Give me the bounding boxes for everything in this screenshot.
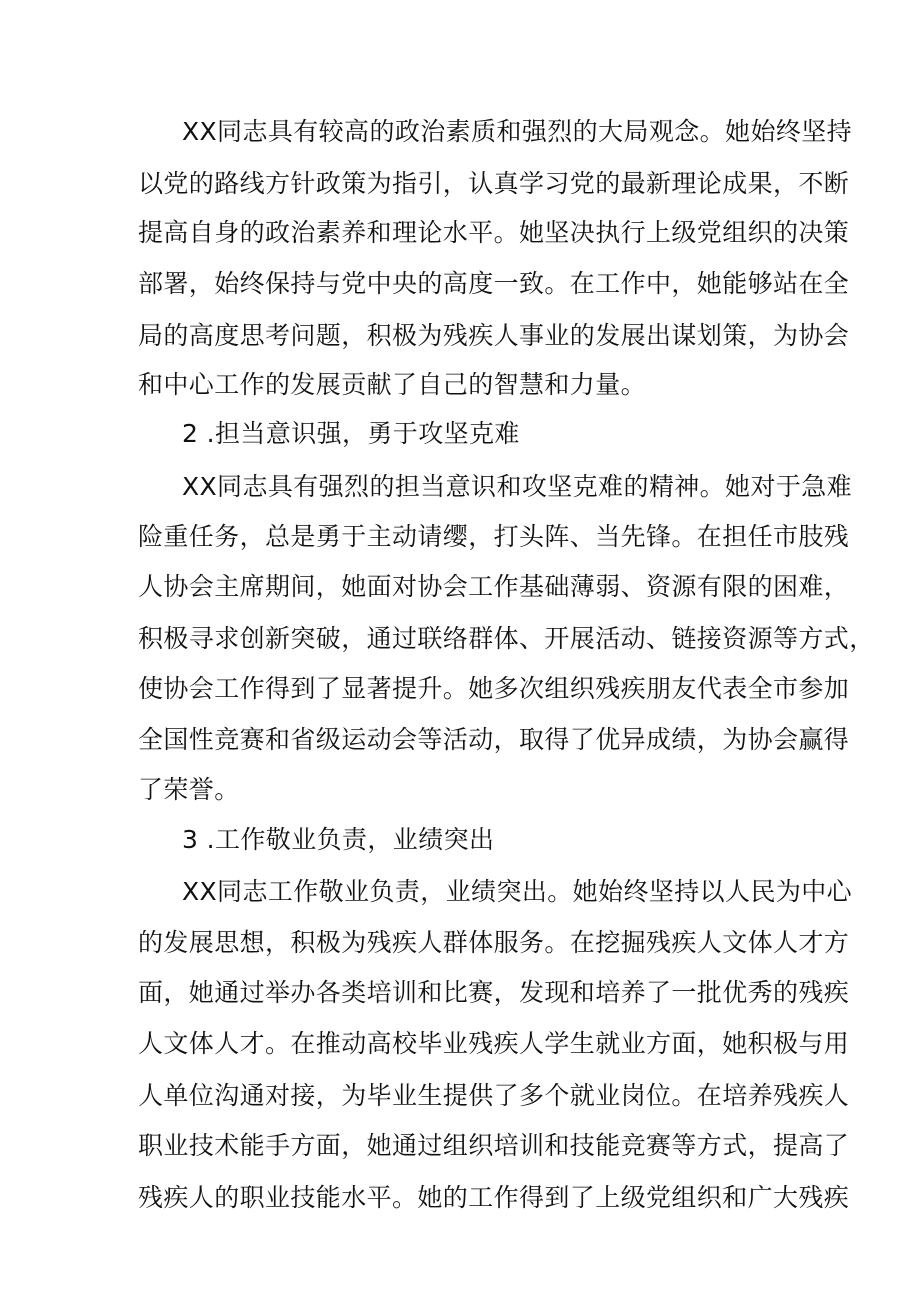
paragraph-3-line-4: 人文体人才。在推动高校毕业残疾人学生就业方面，她积极与用: [138, 1029, 850, 1058]
paragraph-2-line-5: 使协会工作得到了显著提升。她多次组织残疾朋友代表全市参加: [138, 674, 850, 703]
paragraph-1-line-3: 提高自身的政治素养和理论水平。她坚决执行上级党组织的决策: [138, 218, 850, 247]
paragraph-2-line-1: XX同志具有强烈的担当意识和攻坚克难的精神。她对于急难: [182, 472, 853, 501]
section-heading-3: 3 .工作敬业负责，业绩突出: [182, 825, 495, 854]
paragraph-2-line-4: 积极寻求创新突破，通过联络群体、开展活动、链接资源等方式，: [138, 624, 875, 653]
paragraph-2-line-3: 人协会主席期间，她面对协会工作基础薄弱、资源有限的困难，: [138, 572, 850, 601]
paragraph-1-line-5: 局的高度思考问题，积极为残疾人事业的发展出谋划策，为协会: [138, 321, 850, 350]
paragraph-3-line-2: 的发展思想，积极为残疾人群体服务。在挖掘残疾人文体人才方: [138, 928, 850, 957]
paragraph-2-line-2: 险重任务，总是勇于主动请缨，打头阵、当先锋。在担任市肢残: [138, 522, 850, 551]
paragraph-1-line-1: XX同志具有较高的政治素质和强烈的大局观念。她始终坚持: [182, 117, 853, 146]
paragraph-1-line-4: 部署，始终保持与党中央的高度一致。在工作中，她能够站在全: [138, 269, 850, 298]
paragraph-3-line-7: 残疾人的职业技能水平。她的工作得到了上级党组织和广大残疾: [138, 1183, 850, 1212]
section-heading-2: 2 .担当意识强，勇于攻坚克难: [182, 419, 520, 448]
paragraph-3-line-5: 人单位沟通对接，为毕业生提供了多个就业岗位。在培养残疾人: [138, 1081, 850, 1110]
paragraph-3-line-1: XX同志工作敬业负责，业绩突出。她始终坚持以人民为中心: [182, 877, 853, 906]
paragraph-2-line-7: 了荣誉。: [138, 775, 240, 804]
paragraph-1-line-6: 和中心工作的发展贡献了自己的智慧和力量。: [138, 370, 647, 399]
paragraph-2-line-6: 全国性竞赛和省级运动会等活动，取得了优异成绩，为协会赢得: [138, 725, 850, 754]
paragraph-1-line-2: 以党的路线方针政策为指引，认真学习党的最新理论成果，不断: [138, 169, 850, 198]
paragraph-3-line-3: 面，她通过举办各类培训和比赛，发现和培养了一批优秀的残疾: [138, 978, 850, 1007]
paragraph-3-line-6: 职业技术能手方面，她通过组织培训和技能竞赛等方式，提高了: [138, 1131, 850, 1160]
